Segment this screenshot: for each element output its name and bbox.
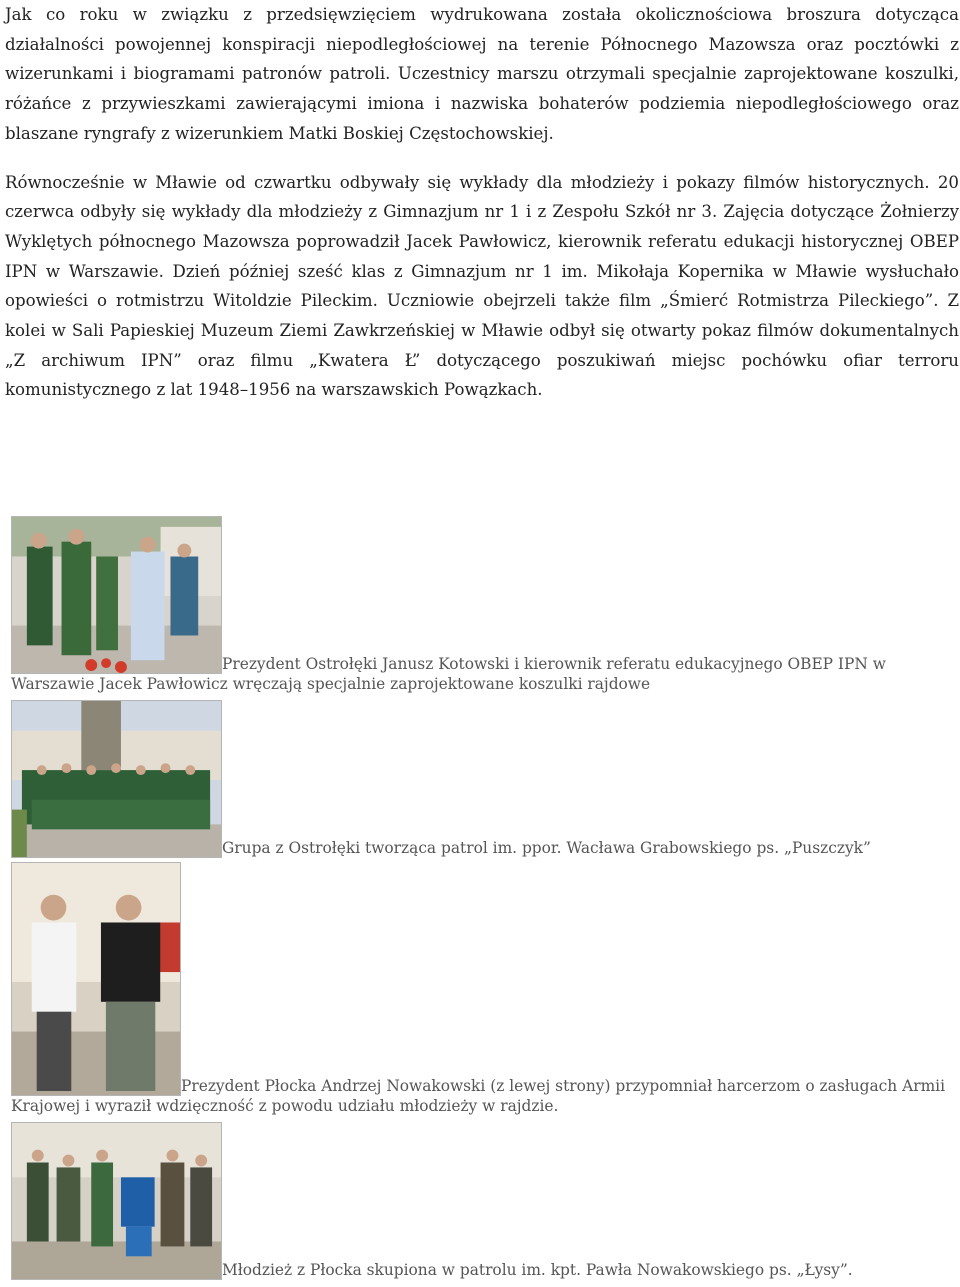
article-paragraph: Jak co roku w związku z przedsięwzięciem wydrukowana została okolicznościowa broszura dotycząca działalności powojennej konspiracji niepodległościowej na terenie Północnego Mazowsza oraz pocztówki z wizerunkami i biogramami patronów patroli. Uczestnicy marszu otrzymali specjalnie zaprojektowane koszulki, różańce z przywieszkami zawierającymi imiona i nazwiska bohaterów podziemia niepodległościowego oraz blaszane ryngrafy z wizerunkiem Matki Boskiej Częstochowskiej.: [5, 5, 959, 143]
photo-caption: Młodzież z Płocka skupiona w patrolu im. kpt. Pawła Nowakowskiego ps. „Łysy”.: [222, 1261, 853, 1279]
photo-caption: Prezydent Ostrołęki Janusz Kotowski i kierownik referatu edukacyjnego OBEP IPN w Warszawie Jacek Pawłowicz wręczają specjalnie zaprojektowane koszulki rajdowe: [11, 655, 886, 693]
figure-group-ostroleka: [11, 700, 951, 858]
photo-shirts-ceremony[interactable]: [11, 516, 222, 674]
photo-caption: Prezydent Płocka Andrzej Nowakowski (z lewej strony) przypomniał harcerzom o zasługach Armii Krajowej i wyraził wdzięczność z powodu udziału młodzieży w rajdzie.: [11, 1077, 946, 1115]
photo-mayor-plock[interactable]: [11, 862, 181, 1096]
photo-caption: Grupa z Ostrołęki tworząca patrol im. ppor. Wacława Grabowskiego ps. „Puszczyk”: [222, 839, 871, 857]
photo-group-ostroleka[interactable]: [11, 700, 222, 858]
photo-youth-plock[interactable]: [11, 1122, 222, 1280]
article-body: [5, 0, 959, 405]
figure-youth-plock: [11, 1122, 951, 1280]
article-paragraph: Równocześnie w Mławie od czwartku odbywały się wykłady dla młodzieży i pokazy filmów historycznych. 20 czerwca odbyły się wykłady dla młodzieży z Gimnazjum nr 1 i z Zespołu Szkół nr 3. Zajęcia dotyczące Żołnierzy Wyklętych północnego Mazowsza poprowadził Jacek Pawłowicz, kierownik referatu edukacji historycznej OBEP IPN w Warszawie. Dzień później sześć klas z Gimnazjum nr 1 im. Mikołaja Kopernika w Mławie wysłuchało opowieści o rotmistrzu Witoldzie Pileckim. Uczniowie obejrzeli także film „Śmierć Rotmistrza Pileckiego”. Z kolei w Sali Papieskiej Muzeum Ziemi Zawkrzeńskiej w Mławie odbył się otwarty pokaz filmów dokumentalnych „Z archiwum IPN” oraz filmu „Kwatera Ł” dotyczącego poszukiwań miejsc pochówku ofiar terroru komunistycznego z lat 1948–1956 na warszawskich Powązkach.: [5, 172, 959, 400]
figure-shirts-ceremony: [11, 516, 951, 694]
figure-mayor-plock: [11, 862, 951, 1116]
